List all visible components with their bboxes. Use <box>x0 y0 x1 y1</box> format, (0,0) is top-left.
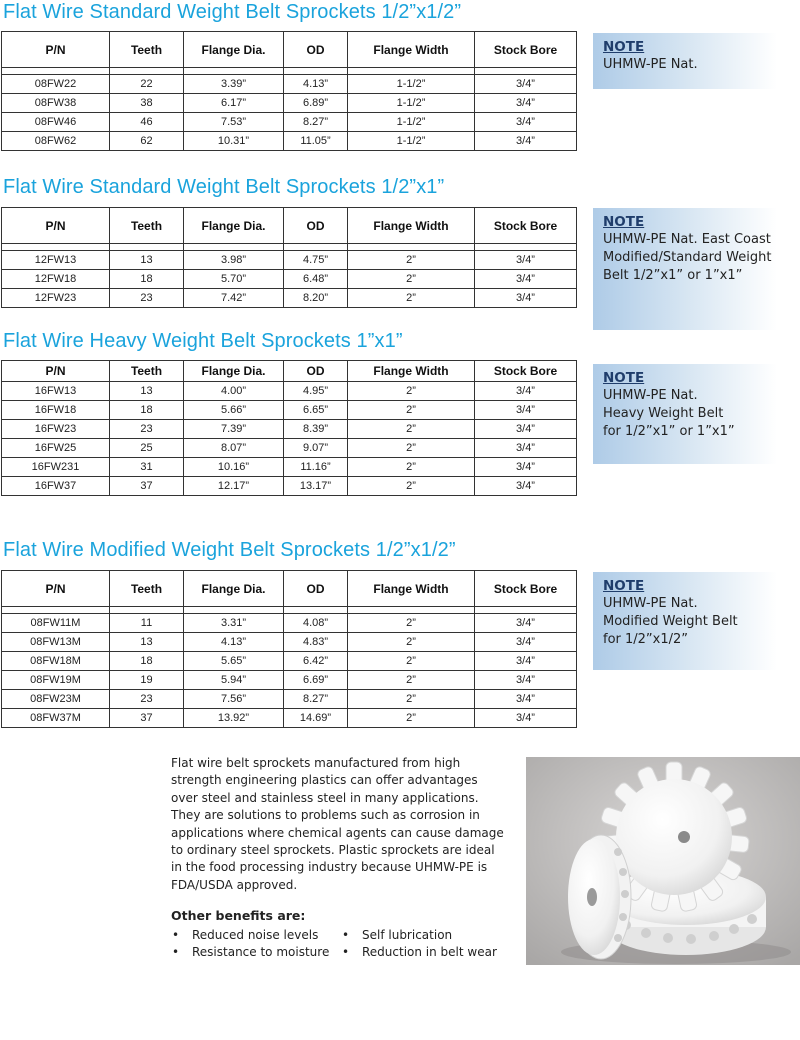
note-line: UHMW-PE Nat. East Coast <box>603 232 771 247</box>
cell-pn: 16FW18 <box>2 401 110 420</box>
cell-pn: 08FW38 <box>2 94 110 113</box>
sprocket-side <box>568 835 631 959</box>
cell-flange-dia: 4.13” <box>184 633 284 652</box>
note-line: Modified/Standard Weight <box>603 250 772 265</box>
cell-od: 13.17” <box>284 477 348 496</box>
cell-pn: 16FW23 <box>2 420 110 439</box>
cell-flange-width: 2” <box>348 458 475 477</box>
cell-teeth: 46 <box>110 113 184 132</box>
note-line: UHMW-PE Nat. <box>603 57 698 72</box>
cell-od: 8.39” <box>284 420 348 439</box>
cell-pn: 16FW25 <box>2 439 110 458</box>
note-line: for 1/2”x1/2” <box>603 632 689 647</box>
cell-pn: 12FW13 <box>2 251 110 270</box>
table-row <box>2 251 577 270</box>
benefits-list <box>172 927 512 961</box>
col-header-flange-width: Flange Width <box>348 361 475 382</box>
cell-teeth: 23 <box>110 690 184 709</box>
cell-stock-bore: 3/4” <box>475 401 577 420</box>
col-header-stock-bore: Stock Bore <box>475 208 577 244</box>
col-header-stock-bore: Stock Bore <box>475 32 577 68</box>
spec-table <box>1 207 577 308</box>
cell-flange-width: 2” <box>348 671 475 690</box>
cell-od: 11.05” <box>284 132 348 151</box>
col-header-pn: P/N <box>2 571 110 607</box>
note-line: Belt 1/2”x1” or 1”x1” <box>603 268 743 283</box>
table-row <box>2 382 577 401</box>
cell-flange-width: 2” <box>348 690 475 709</box>
sprocket-photo <box>526 757 800 965</box>
col-header-flange-dia: Flange Dia. <box>184 361 284 382</box>
col-header-od: OD <box>284 32 348 68</box>
note-heading: NOTE <box>603 214 645 230</box>
col-header-teeth: Teeth <box>110 571 184 607</box>
note-heading: NOTE <box>603 370 645 386</box>
note-line: UHMW-PE Nat. <box>603 596 698 611</box>
cell-od: 4.08” <box>284 614 348 633</box>
cell-flange-width: 2” <box>348 270 475 289</box>
table-row <box>2 132 577 151</box>
cell-stock-bore: 3/4” <box>475 382 577 401</box>
table-row <box>2 652 577 671</box>
cell-flange-dia: 5.94” <box>184 671 284 690</box>
note-box <box>593 572 777 670</box>
cell-od: 8.20” <box>284 289 348 308</box>
cell-flange-width: 1-1/2” <box>348 113 475 132</box>
col-header-stock-bore: Stock Bore <box>475 571 577 607</box>
table-row <box>2 709 577 728</box>
note-box <box>593 364 777 464</box>
cell-pn: 16FW231 <box>2 458 110 477</box>
col-header-flange-width: Flange Width <box>348 32 475 68</box>
cell-teeth: 23 <box>110 420 184 439</box>
description-line: in the food processing industry because UHMW-PE is <box>171 860 488 875</box>
col-header-pn: P/N <box>2 208 110 244</box>
cell-stock-bore: 3/4” <box>475 420 577 439</box>
cell-od: 6.89” <box>284 94 348 113</box>
cell-flange-dia: 7.39” <box>184 420 284 439</box>
table-row <box>2 690 577 709</box>
cell-od: 4.95” <box>284 382 348 401</box>
table-header-row <box>2 571 577 607</box>
cell-flange-dia: 7.53” <box>184 113 284 132</box>
cell-stock-bore: 3/4” <box>475 458 577 477</box>
cell-flange-dia: 3.98” <box>184 251 284 270</box>
cell-od: 11.16” <box>284 458 348 477</box>
table-row <box>2 439 577 458</box>
bullet-icon: • <box>172 928 180 942</box>
cell-stock-bore: 3/4” <box>475 709 577 728</box>
list-item <box>172 944 342 961</box>
bullet-icon: • <box>342 928 350 942</box>
cell-flange-width: 1-1/2” <box>348 75 475 94</box>
cell-od: 14.69” <box>284 709 348 728</box>
cell-od: 4.83” <box>284 633 348 652</box>
cell-stock-bore: 3/4” <box>475 652 577 671</box>
table-header-row <box>2 361 577 382</box>
benefit-text: Resistance to moisture <box>192 945 330 959</box>
cell-teeth: 22 <box>110 75 184 94</box>
cell-teeth: 13 <box>110 251 184 270</box>
cell-flange-width: 2” <box>348 439 475 458</box>
note-heading: NOTE <box>603 578 645 594</box>
cell-stock-bore: 3/4” <box>475 270 577 289</box>
cell-pn: 08FW11M <box>2 614 110 633</box>
note-box <box>593 33 777 89</box>
description-line: Flat wire belt sprockets manufactured from high <box>171 756 461 770</box>
cell-flange-dia: 7.56” <box>184 690 284 709</box>
cell-stock-bore: 3/4” <box>475 633 577 652</box>
cell-teeth: 13 <box>110 633 184 652</box>
table-row <box>2 270 577 289</box>
cell-flange-width: 2” <box>348 251 475 270</box>
cell-flange-width: 2” <box>348 382 475 401</box>
cell-pn: 08FW37M <box>2 709 110 728</box>
col-header-stock-bore: Stock Bore <box>475 361 577 382</box>
cell-flange-width: 2” <box>348 477 475 496</box>
col-header-flange-width: Flange Width <box>348 571 475 607</box>
benefit-text: Self lubrication <box>362 928 453 942</box>
col-header-teeth: Teeth <box>110 208 184 244</box>
description-line: strength engineering plastics can offer advantages <box>171 773 478 788</box>
description-line: FDA/USDA approved. <box>171 877 298 892</box>
section-title: Flat Wire Modified Weight Belt Sprockets 1/2”x1/2” <box>3 539 456 561</box>
cell-pn: 16FW13 <box>2 382 110 401</box>
table-row <box>2 458 577 477</box>
col-header-flange-dia: Flange Dia. <box>184 208 284 244</box>
cell-pn: 08FW62 <box>2 132 110 151</box>
cell-stock-bore: 3/4” <box>475 75 577 94</box>
spacer-row <box>2 244 577 251</box>
cell-od: 8.27” <box>284 690 348 709</box>
col-header-flange-width: Flange Width <box>348 208 475 244</box>
cell-stock-bore: 3/4” <box>475 94 577 113</box>
cell-stock-bore: 3/4” <box>475 439 577 458</box>
benefit-text: Reduction in belt wear <box>362 945 497 959</box>
cell-flange-dia: 3.39” <box>184 75 284 94</box>
cell-flange-dia: 10.16” <box>184 458 284 477</box>
table-row <box>2 401 577 420</box>
cell-flange-dia: 8.07” <box>184 439 284 458</box>
section-title: Flat Wire Standard Weight Belt Sprockets 1/2”x1/2” <box>3 1 462 23</box>
cell-teeth: 18 <box>110 401 184 420</box>
cell-teeth: 23 <box>110 289 184 308</box>
cell-flange-dia: 7.42” <box>184 289 284 308</box>
cell-flange-dia: 12.17” <box>184 477 284 496</box>
cell-teeth: 11 <box>110 614 184 633</box>
table-row <box>2 477 577 496</box>
note-line: UHMW-PE Nat. <box>603 388 698 403</box>
note-heading: NOTE <box>603 39 645 55</box>
cell-pn: 08FW13M <box>2 633 110 652</box>
table-row <box>2 94 577 113</box>
spec-table <box>1 570 577 728</box>
cell-flange-width: 2” <box>348 420 475 439</box>
cell-teeth: 37 <box>110 477 184 496</box>
cell-stock-bore: 3/4” <box>475 614 577 633</box>
list-item <box>342 927 512 944</box>
col-header-flange-dia: Flange Dia. <box>184 571 284 607</box>
cell-od: 9.07” <box>284 439 348 458</box>
cell-flange-dia: 5.66” <box>184 401 284 420</box>
cell-stock-bore: 3/4” <box>475 289 577 308</box>
col-header-pn: P/N <box>2 361 110 382</box>
spacer-row <box>2 607 577 614</box>
list-item <box>172 927 342 944</box>
cell-flange-width: 2” <box>348 633 475 652</box>
cell-teeth: 38 <box>110 94 184 113</box>
cell-stock-bore: 3/4” <box>475 690 577 709</box>
cell-stock-bore: 3/4” <box>475 113 577 132</box>
spec-table <box>1 31 577 151</box>
cell-flange-width: 2” <box>348 709 475 728</box>
bullet-icon: • <box>342 945 350 959</box>
cell-teeth: 18 <box>110 270 184 289</box>
table-row <box>2 614 577 633</box>
cell-pn: 16FW37 <box>2 477 110 496</box>
cell-stock-bore: 3/4” <box>475 251 577 270</box>
cell-flange-dia: 5.65” <box>184 652 284 671</box>
col-header-od: OD <box>284 571 348 607</box>
col-header-teeth: Teeth <box>110 361 184 382</box>
cell-flange-dia: 5.70” <box>184 270 284 289</box>
benefit-text: Reduced noise levels <box>192 928 319 942</box>
table-header-row <box>2 208 577 244</box>
cell-teeth: 18 <box>110 652 184 671</box>
table-row <box>2 289 577 308</box>
cell-teeth: 31 <box>110 458 184 477</box>
description-line: They are solutions to problems such as corrosion in <box>171 808 480 823</box>
cell-od: 6.42” <box>284 652 348 671</box>
section-title: Flat Wire Heavy Weight Belt Sprockets 1”x1” <box>3 330 403 352</box>
col-header-od: OD <box>284 361 348 382</box>
cell-pn: 08FW18M <box>2 652 110 671</box>
col-header-pn: P/N <box>2 32 110 68</box>
bullet-icon: • <box>172 945 180 959</box>
note-line: Modified Weight Belt <box>603 614 738 629</box>
cell-od: 8.27” <box>284 113 348 132</box>
cell-flange-dia: 3.31” <box>184 614 284 633</box>
description-line: applications where chemical agents can cause damage <box>171 825 504 840</box>
description-line: to ordinary steel sprockets. Plastic sprockets are ideal <box>171 843 495 858</box>
cell-stock-bore: 3/4” <box>475 132 577 151</box>
sprocket-illustration <box>526 757 800 965</box>
cell-teeth: 62 <box>110 132 184 151</box>
cell-flange-dia: 4.00” <box>184 382 284 401</box>
table-row <box>2 113 577 132</box>
cell-stock-bore: 3/4” <box>475 477 577 496</box>
cell-flange-width: 2” <box>348 401 475 420</box>
cell-teeth: 37 <box>110 709 184 728</box>
cell-od: 6.48” <box>284 270 348 289</box>
cell-flange-width: 1-1/2” <box>348 94 475 113</box>
cell-flange-width: 2” <box>348 289 475 308</box>
table-row <box>2 420 577 439</box>
note-line: Heavy Weight Belt <box>603 406 724 421</box>
col-header-teeth: Teeth <box>110 32 184 68</box>
col-header-od: OD <box>284 208 348 244</box>
cell-flange-dia: 10.31” <box>184 132 284 151</box>
cell-od: 4.75” <box>284 251 348 270</box>
cell-pn: 12FW23 <box>2 289 110 308</box>
note-line: for 1/2”x1” or 1”x1” <box>603 424 735 439</box>
cell-teeth: 19 <box>110 671 184 690</box>
cell-flange-width: 2” <box>348 614 475 633</box>
cell-pn: 12FW18 <box>2 270 110 289</box>
cell-pn: 08FW22 <box>2 75 110 94</box>
cell-flange-width: 2” <box>348 652 475 671</box>
spacer-row <box>2 68 577 75</box>
section-title: Flat Wire Standard Weight Belt Sprockets 1/2”x1” <box>3 176 445 198</box>
col-header-flange-dia: Flange Dia. <box>184 32 284 68</box>
cell-flange-width: 1-1/2” <box>348 132 475 151</box>
cell-stock-bore: 3/4” <box>475 671 577 690</box>
table-row <box>2 75 577 94</box>
spec-table <box>1 360 577 496</box>
description-paragraph <box>171 755 511 894</box>
table-row <box>2 671 577 690</box>
cell-od: 6.65” <box>284 401 348 420</box>
note-box <box>593 208 777 330</box>
cell-pn: 08FW23M <box>2 690 110 709</box>
cell-teeth: 13 <box>110 382 184 401</box>
cell-od: 6.69” <box>284 671 348 690</box>
benefits-heading: Other benefits are: <box>171 908 306 923</box>
description-line: over steel and stainless steel in many applications. <box>171 790 479 805</box>
table-header-row <box>2 32 577 68</box>
cell-flange-dia: 6.17” <box>184 94 284 113</box>
cell-flange-dia: 13.92” <box>184 709 284 728</box>
cell-od: 4.13” <box>284 75 348 94</box>
cell-pn: 08FW46 <box>2 113 110 132</box>
table-row <box>2 633 577 652</box>
cell-teeth: 25 <box>110 439 184 458</box>
list-item <box>342 944 512 961</box>
cell-pn: 08FW19M <box>2 671 110 690</box>
